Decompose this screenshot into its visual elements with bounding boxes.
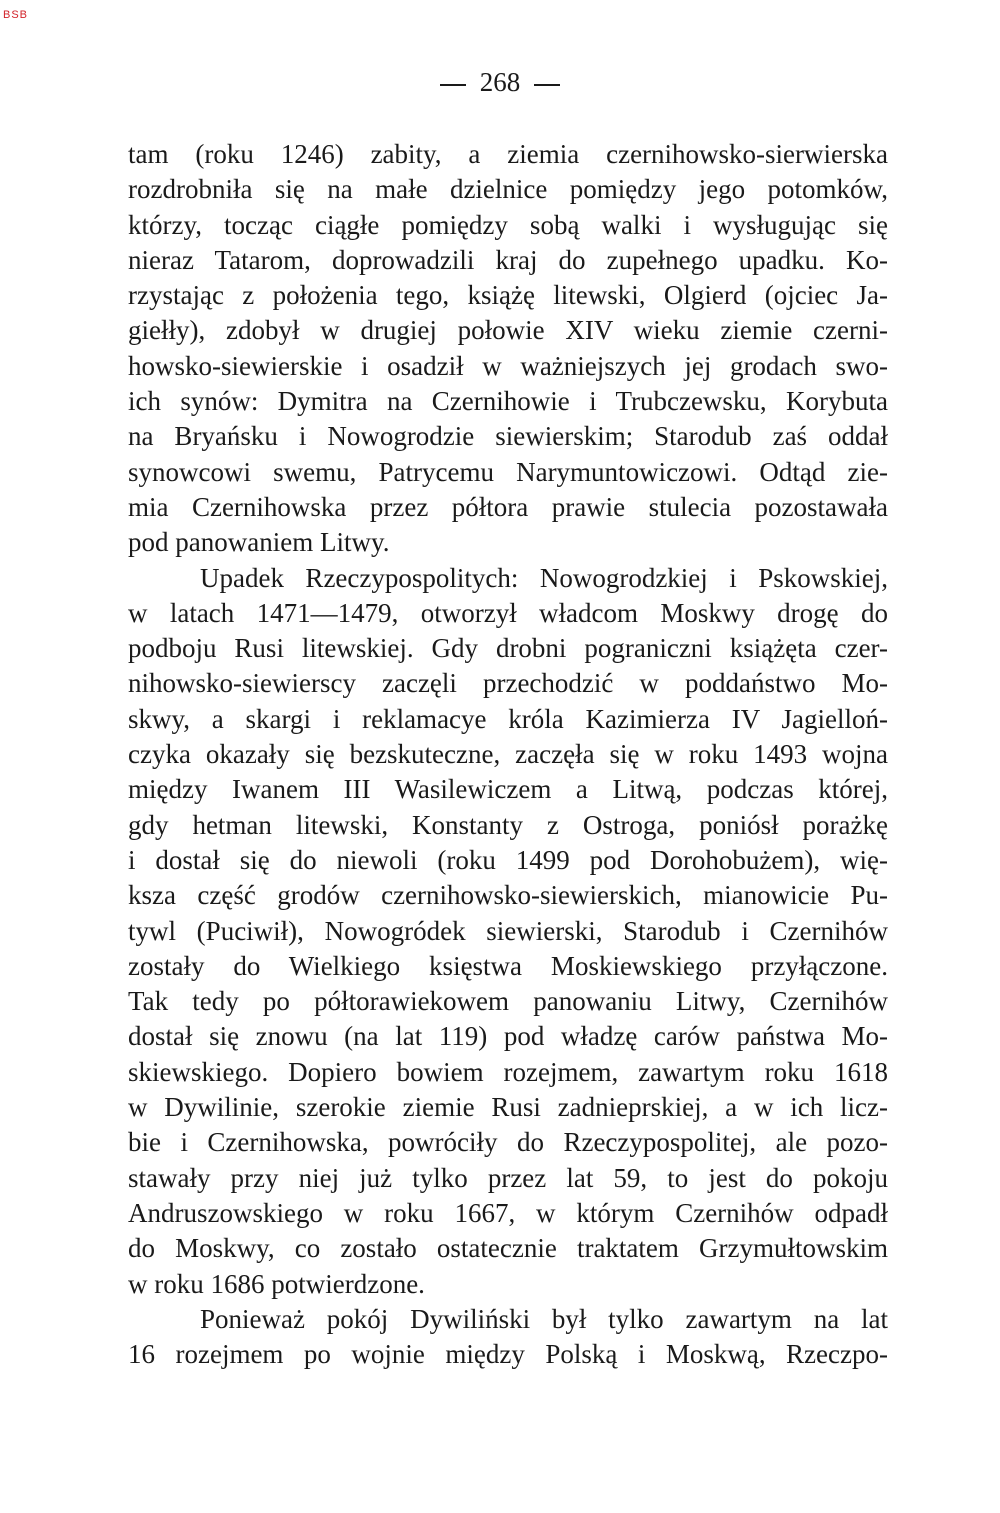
text-line: dostał się znowu (na lat 119) pod władzę carów państwa Mo- bbox=[128, 1021, 888, 1052]
text-line: nieraz Tatarom, doprowadzili kraj do zupełnego upadku. Ko- bbox=[128, 244, 888, 275]
text-line: pod panowaniem Litwy. bbox=[128, 527, 390, 558]
text-line: nihowsko-siewierscy zaczęli przechodzić w poddaństwo Mo- bbox=[128, 668, 888, 699]
text-line: czyka okazały się bezskuteczne, zaczęła się w roku 1493 wojna bbox=[128, 739, 888, 770]
text-line: ksza część grodów czernihowsko-siewierskich, mianowicie Pu- bbox=[128, 880, 888, 911]
text-line: 16 rozejmem po wojnie między Polską i Moskwą, Rzeczpo- bbox=[128, 1339, 888, 1370]
text-line: stawały przy niej już tylko przez lat 59, to jest do pokoju bbox=[128, 1162, 888, 1193]
text-line: skwy, a skargi i reklamacye króla Kazimierza IV Jagielloń- bbox=[128, 703, 888, 734]
text-line: synowcowi swemu, Patrycemu Narymuntowiczowi. Odtąd zie- bbox=[128, 456, 888, 487]
text-line: zostały do Wielkiego księstwa Moskiewskiego przyłączone. bbox=[128, 950, 888, 981]
text-line: tam (roku 1246) zabity, a ziemia czernihowsko-sierwierska bbox=[128, 139, 888, 169]
text-line: mia Czernihowska przez półtora prawie stulecia pozostawała bbox=[128, 491, 888, 522]
text-line: Ponieważ pokój Dywiliński był tylko zawartym na lat bbox=[200, 1303, 888, 1334]
left-dash bbox=[440, 84, 466, 86]
text-line: Upadek Rzeczypospolitych: Nowogrodzkiej i Pskowskiej, bbox=[200, 562, 888, 593]
text-line: giełły), zdobył w drugiej połowie XIV wieku ziemie czerni- bbox=[128, 315, 888, 346]
text-line: howsko-siewierskie i osadził w ważniejszych jej grodach swo- bbox=[128, 350, 888, 381]
text-line: którzy, tocząc ciągłe pomiędzy sobą walki i wysługując się bbox=[128, 209, 888, 240]
text-line: na Bryańsku i Nowogrodzie siewierskim; Starodub zaś oddał bbox=[128, 421, 888, 452]
right-dash bbox=[534, 84, 560, 86]
text-line: rozdrobniła się na małe dzielnice pomiędzy jego potomków, bbox=[128, 174, 888, 205]
text-line: bie i Czernihowska, powróciły do Rzeczypospolitej, ale pozo- bbox=[128, 1127, 888, 1158]
text-line: tywl (Puciwił), Nowogródek siewierski, Starodub i Czernihów bbox=[128, 915, 888, 946]
text-line: do Moskwy, co zostało ostatecznie traktatem Grzymułtowskim bbox=[128, 1233, 888, 1264]
text-line: skiewskiego. Dopiero bowiem rozejmem, zawartym roku 1618 bbox=[128, 1056, 888, 1087]
text-line: w latach 1471—1479, otworzył władcom Moskwy drogę do bbox=[128, 597, 888, 628]
text-line: Andruszowskiego w roku 1667, w którym Czernihów odpadł bbox=[128, 1197, 888, 1228]
text-line: i dostał się do niewoli (roku 1499 pod Dorohobużem), wię- bbox=[128, 844, 888, 875]
text-line: w roku 1686 potwierdzone. bbox=[128, 1268, 425, 1299]
text-line: w Dywilinie, szerokie ziemie Rusi zadnieprskiej, a w ich licz- bbox=[128, 1092, 888, 1123]
text-line: ich synów: Dymitra na Czernihowie i Trubczewsku, Korybuta bbox=[128, 386, 888, 417]
library-stamp: BSB bbox=[3, 9, 29, 21]
text-line: gdy hetman litewski, Konstanty z Ostroga, poniósł porażkę bbox=[128, 809, 888, 840]
body-text bbox=[128, 137, 888, 1372]
page-number-header bbox=[0, 66, 1000, 98]
text-line: między Iwanem III Wasilewiczem a Litwą, podczas której, bbox=[128, 774, 888, 805]
text-line: podboju Rusi litewskiej. Gdy drobni pograniczni książęta czer- bbox=[128, 633, 888, 664]
page-number: 268 bbox=[479, 67, 521, 97]
text-line: Tak tedy po półtorawiekowem panowaniu Litwy, Czernihów bbox=[128, 986, 888, 1017]
text-line: rzystając z położenia tego, książę litewski, Olgierd (ojciec Ja- bbox=[128, 280, 888, 311]
